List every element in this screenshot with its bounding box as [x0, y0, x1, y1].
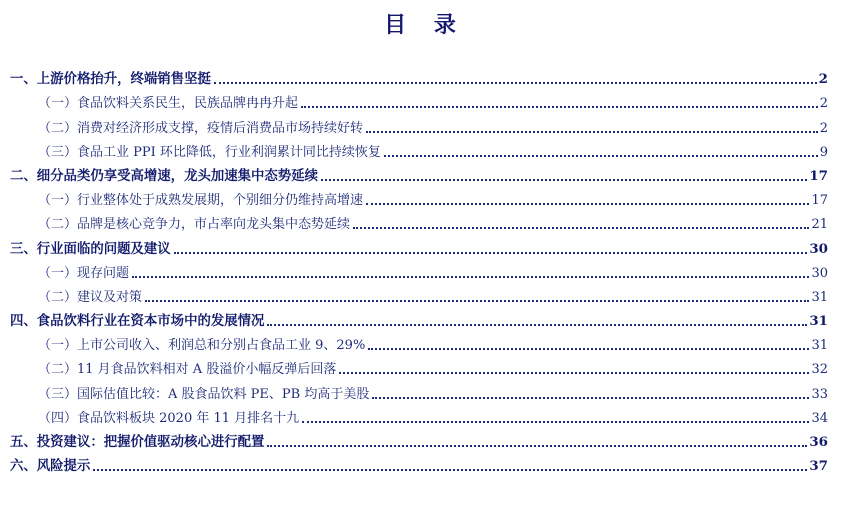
page-title: 目 录	[384, 12, 466, 38]
toc-entry[interactable]	[10, 330, 828, 354]
dot-leader	[267, 445, 807, 447]
toc-entry-label: （一）现存问题	[38, 265, 130, 281]
toc-entry[interactable]	[10, 137, 828, 161]
toc-entry-page: 34	[811, 410, 828, 426]
toc-entry-page: 17	[809, 167, 828, 184]
toc-entry-label: （四）食品饮料板块 2020 年 11 月排名十九	[38, 410, 300, 426]
toc-entry-page: 37	[809, 458, 828, 475]
toc-entry-label: 一、上游价格抬升，终端销售坚挺	[10, 71, 211, 88]
toc-entry[interactable]	[10, 88, 828, 112]
toc-entry-label: （二）11 月食品饮料相对 A 股溢价小幅反弹后回落	[38, 362, 337, 378]
toc-entry-page: 30	[811, 265, 828, 281]
toc-entry-label: 三、行业面临的问题及建议	[10, 240, 171, 257]
toc-entry-page: 33	[811, 386, 828, 402]
dot-leader	[366, 203, 809, 205]
toc-entry-page: 21	[811, 217, 828, 233]
dot-leader	[384, 155, 818, 157]
toc-entry[interactable]	[10, 354, 828, 378]
toc-entry-label: （二）建议及对策	[38, 289, 143, 305]
dot-leader	[174, 252, 808, 254]
toc-entry[interactable]	[10, 161, 828, 185]
table-of-contents	[10, 64, 828, 475]
toc-entry-page: 31	[811, 338, 828, 354]
toc-entry[interactable]	[10, 258, 828, 282]
dot-leader	[339, 372, 809, 374]
dot-leader	[214, 82, 817, 84]
toc-entry-label: （一）食品饮料关系民生，民族品牌冉冉升起	[38, 96, 299, 112]
toc-entry[interactable]	[10, 451, 828, 475]
toc-entry[interactable]	[10, 427, 828, 451]
dot-leader	[353, 227, 809, 229]
toc-entry[interactable]	[10, 378, 828, 402]
toc-entry[interactable]	[10, 403, 828, 427]
toc-entry-label: 五、投资建议：把握价值驱动核心进行配置	[10, 434, 265, 450]
toc-entry[interactable]	[10, 233, 828, 257]
toc-entry[interactable]	[10, 209, 828, 233]
toc-entry[interactable]	[10, 306, 828, 330]
dot-leader	[93, 469, 807, 471]
toc-entry-label: 四、食品饮料行业在资本市场中的发展情况	[10, 313, 265, 330]
toc-entry-page: 32	[811, 362, 828, 378]
dot-leader	[302, 421, 809, 423]
toc-entry-label: （三）食品工业 PPI 环比降低，行业利润累计同比持续恢复	[38, 144, 381, 160]
toc-entry[interactable]	[10, 112, 828, 136]
toc-entry-page: 2	[818, 71, 828, 88]
toc-entry-page: 31	[811, 289, 828, 305]
dot-leader	[372, 397, 809, 399]
dot-leader	[301, 106, 818, 108]
dot-leader	[366, 131, 818, 133]
toc-entry-label: （二）品牌是核心竞争力，市占率向龙头集中态势延续	[38, 217, 351, 233]
toc-entry[interactable]	[10, 282, 828, 306]
toc-entry-label: （三）国际估值比较：A 股食品饮料 PE、PB 均高于美股	[38, 386, 370, 402]
toc-entry-page: 2	[819, 120, 828, 136]
dot-leader	[267, 324, 807, 326]
toc-entry-label: （二）消费对经济形成支撑，疫情后消费品市场持续好转	[38, 120, 364, 136]
toc-entry-page: 2	[819, 96, 828, 112]
toc-entry-page: 31	[809, 313, 828, 330]
toc-entry-label: （一）行业整体处于成熟发展期，个别细分仍维持高增速	[38, 193, 364, 209]
dot-leader	[368, 348, 809, 350]
toc-entry-label: （一）上市公司收入、利润总和分别占食品工业 9、29%	[38, 338, 366, 354]
toc-entry-label: 二、细分品类仍享受高增速，龙头加速集中态势延续	[10, 167, 318, 184]
dot-leader	[145, 300, 809, 302]
toc-entry[interactable]	[10, 64, 828, 88]
toc-entry[interactable]	[10, 185, 828, 209]
toc-entry-label: 六、风险提示	[10, 458, 91, 475]
toc-entry-page: 9	[819, 144, 828, 160]
toc-entry-page: 17	[811, 193, 828, 209]
dot-leader	[321, 179, 807, 181]
dot-leader	[132, 276, 809, 278]
toc-entry-page: 36	[809, 434, 828, 450]
toc-entry-page: 30	[809, 240, 828, 257]
